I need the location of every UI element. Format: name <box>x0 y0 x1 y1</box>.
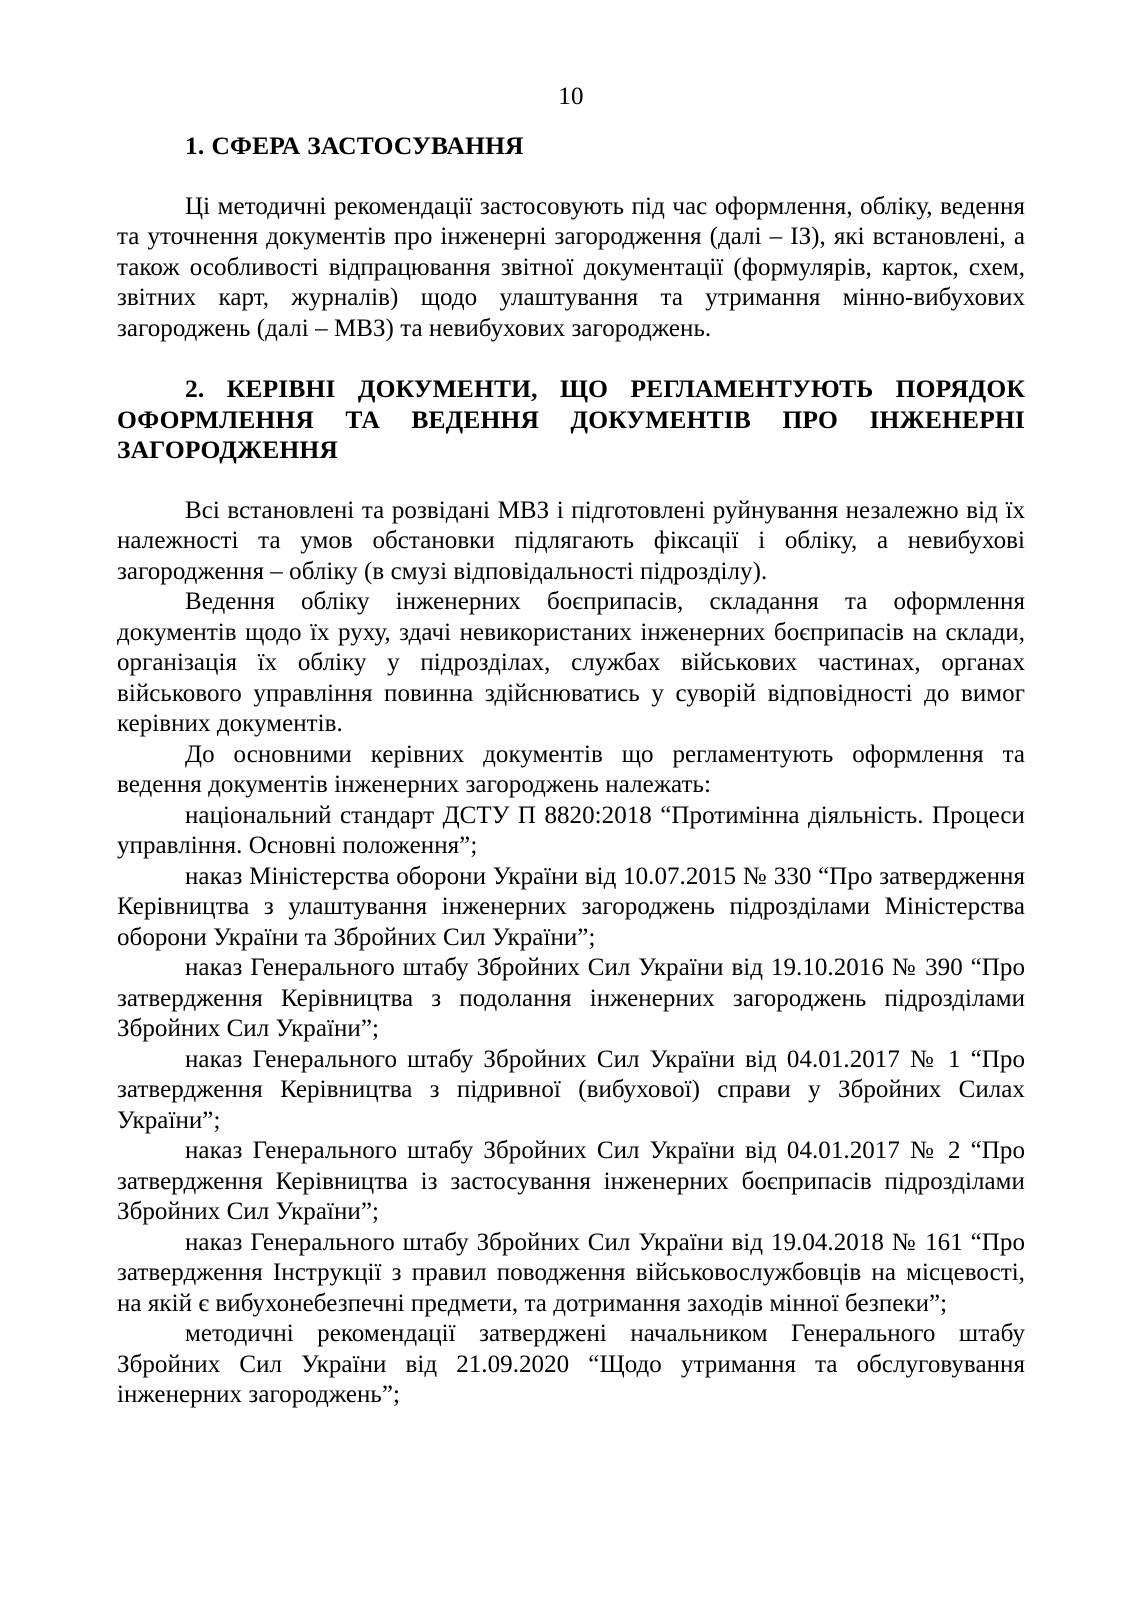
reference-item-gs-390: наказ Генерального штабу Збройних Сил України від 19.10.2016 № 390 “Про затвердження Керівництва з подолання інженерних загороджень підрозділами Збройних Сил України”; <box>117 954 1025 1043</box>
reference-item-dstu-8820: національний стандарт ДСТУ П 8820:2018 “Протимінна діяльність. Процеси управління. Основні положення”; <box>117 801 1025 860</box>
page-number: 10 <box>558 83 584 110</box>
paragraph-scope-of-application: Ці методичні рекомендації застосовують під час оформлення, обліку, ведення та уточнення документів про інженерні загородження (далі – ІЗ), які встановлені, а також особливості відпрацювання звітної документації (формулярів, карток, схем, звітних карт, журналів) щодо улаштування та утримання мінно-вибухових загороджень (далі – МВЗ) та невибухових загороджень. <box>117 192 1025 342</box>
spacer-after-heading-1 <box>117 162 1025 192</box>
section-heading-1: 1. СФЕРА ЗАСТОСУВАННЯ <box>185 131 524 160</box>
reference-item-mou-330: наказ Міністерства оборони України від 10.07.2015 № 330 “Про затвердження Керівництва з улаштування інженерних загороджень підрозділами Міністерства оборони України та Збройних Сил України”; <box>117 862 1025 951</box>
spacer-before-heading-2 <box>117 344 1025 374</box>
reference-item-methodical-recommendations: методичні рекомендації затверджені начальником Генерального штабу Збройних Сил України від 21.09.2020 “Щодо утримання та обслуговування інженерних загороджень”; <box>117 1320 1025 1409</box>
section-heading-2: 2. КЕРІВНІ ДОКУМЕНТИ, ЩО РЕГЛАМЕНТУЮТЬ ПОРЯДОК ОФОРМЛЕННЯ ТА ВЕДЕННЯ ДОКУМЕНТІВ ПРО ІНЖЕНЕРНІ ЗАГОРОДЖЕННЯ <box>117 374 1025 465</box>
paragraph-registration-obligation: Всі встановлені та розвідані МВЗ і підготовлені руйнування незалежно від їх належності та умов обстановки підлягають фіксації і обліку, а невибухові загородження – обліку (в смузі відповідальності підрозділу). <box>117 496 1025 585</box>
spacer-after-heading-2 <box>117 466 1025 496</box>
document-body <box>117 131 1025 1411</box>
reference-item-gs-1: наказ Генерального штабу Збройних Сил України від 04.01.2017 № 1 “Про затвердження Керівництва з підривної (вибухової) справи у Збройних Силах України”; <box>117 1045 1025 1134</box>
reference-item-gs-2: наказ Генерального штабу Збройних Сил України від 04.01.2017 № 2 “Про затвердження Керівництва із застосування інженерних боєприпасів підрозділами Збройних Сил України”; <box>117 1137 1025 1226</box>
reference-item-gs-161: наказ Генерального штабу Збройних Сил України від 19.04.2018 № 161 “Про затвердження Інструкції з правил поводження військовослужбовців на місцевості, на якій є вибухонебезпечні предмети, та дотримання заходів мінної безпеки”; <box>117 1228 1025 1317</box>
paragraph-ammunition-accounting: Ведення обліку інженерних боєприпасів, складання та оформлення документів щодо їх руху, здачі невикористаних інженерних боєприпасів на склади, організація їх обліку у підрозділах, службах військових частинах, органах військового управління повинна здійснюватись у суворій відповідності до вимог керівних документів. <box>117 588 1025 738</box>
paragraph-list-intro: До основними керівних документів що регламентують оформлення та ведення документів інженерних загороджень належать: <box>117 740 1025 799</box>
